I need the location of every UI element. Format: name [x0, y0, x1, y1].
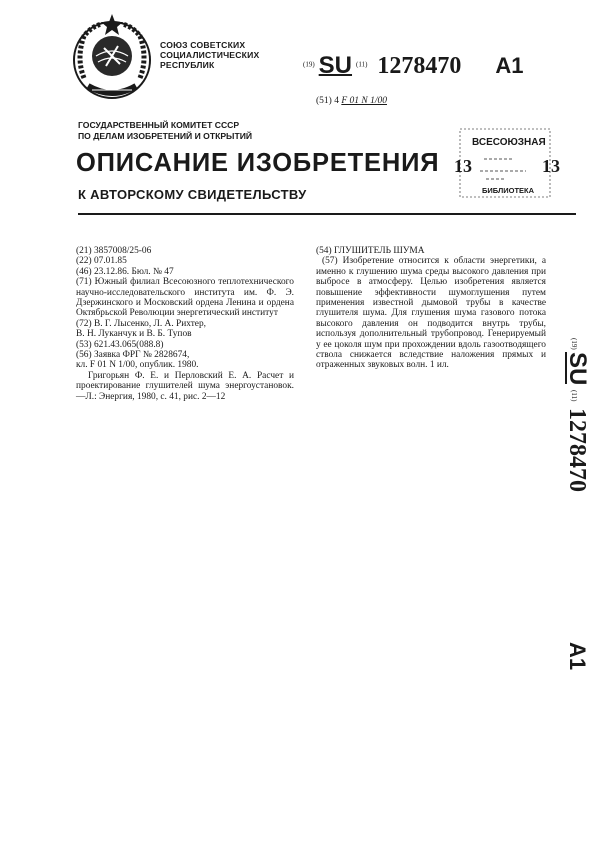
union-line: СОЮЗ СОВЕТСКИХ [160, 40, 246, 50]
committee-line: ПО ДЕЛАМ ИЗОБРЕТЕНИЙ И ОТКРЫТИЙ [78, 131, 253, 141]
ipc-class: F 01 N 1/00 [341, 96, 387, 106]
side-identifier [548, 338, 591, 690]
abstract-column [316, 246, 546, 371]
kind-code: A1 [495, 53, 524, 78]
biblio-line: (21) 3857008/25-06 [76, 246, 152, 256]
biblio-line: (56) Заявка ФРГ № 2828674, [76, 350, 190, 361]
bibliographic-data [76, 246, 294, 402]
union-line: СОЦИАЛИСТИЧЕСКИХ [160, 50, 260, 60]
code-11: (11) [356, 60, 368, 69]
biblio-line: (72) В. Г. Лысенко, Л. А. Рихтер, [76, 318, 206, 329]
union-line: РЕСПУБЛИК [160, 60, 215, 70]
biblio-line: (22) 07.01.85 [76, 256, 127, 267]
library-stamp [452, 127, 560, 203]
stamp-bottom: БИБЛИОТЕКА [482, 186, 535, 195]
biblio-line: В. Н. Луканчук и В. Б. Тупов [76, 329, 192, 340]
patent-identifier [303, 52, 524, 80]
biblio-line: (53) 621.43.065(088.8) [76, 339, 164, 350]
biblio-line: (46) 23.12.86. Бюл. № 47 [76, 266, 174, 277]
stamp-left-num: 13 [454, 156, 472, 176]
union-name [160, 40, 259, 70]
stamp-right-num: 13 [542, 156, 560, 176]
ipc-classification [316, 96, 387, 106]
patent-number: 1278470 [377, 53, 462, 79]
side-code-19: (19) [570, 338, 578, 350]
document-subtitle: К АВТОРСКОМУ СВИДЕТЕЛЬСТВУ [78, 187, 307, 202]
side-code-11: (11) [570, 390, 578, 402]
biblio-line: кл. F 01 N 1/00, опублик. 1980. [76, 360, 199, 371]
invention-title: (54) ГЛУШИТЕЛЬ ШУМА [316, 246, 425, 256]
header-rule [78, 213, 576, 215]
abstract-text: (57) Изобретение относится к области энергетики, а именно к глушению шума среды высокого давления при выбросе в атмосферу. Целью изобретения является повышение эффективности шумоглушения путем применения известной дымовой трубы в качестве глушителя шума. Для глушения шума газового потока высокого давления он подводится внутрь трубы, используя дополнительный трубопровод. Генерируемый у ее цоколя шум при прохождении вдоль газоотводящего ствола снижается вследствие наложения прямых и отраженных звуковых волн. 1 ил. [316, 256, 546, 371]
code-19: (19) [303, 60, 315, 69]
side-country: SU [564, 352, 591, 386]
ussr-emblem [62, 8, 162, 108]
side-kind: A1 [565, 642, 590, 671]
side-number: 1278470 [564, 408, 590, 492]
document-title: ОПИСАНИЕ ИЗОБРЕТЕНИЯ [76, 149, 440, 177]
stamp-top: ВСЕСОЮЗНАЯ [472, 137, 546, 148]
biblio-applicant: (71) Южный филиал Всесоюзного теплотехнического научно-исследовательского института им. Ф. Э. Дзержинского и Московский ордена Ленина и ордена Октябрьской Революции энергетический институт [76, 277, 294, 319]
country-code: SU [318, 52, 353, 79]
ipc-code: (51) 4 [316, 96, 339, 106]
committee-name [78, 120, 252, 142]
biblio-reference: Григорьян Ф. Е. и Перловский Е. А. Расчет и проектирование глушителей шума энергоустановок.—Л.: Энергия, 1980, с. 41, рис. 2—12 [76, 370, 294, 402]
committee-line: ГОСУДАРСТВЕННЫЙ КОМИТЕТ СССР [78, 120, 240, 130]
